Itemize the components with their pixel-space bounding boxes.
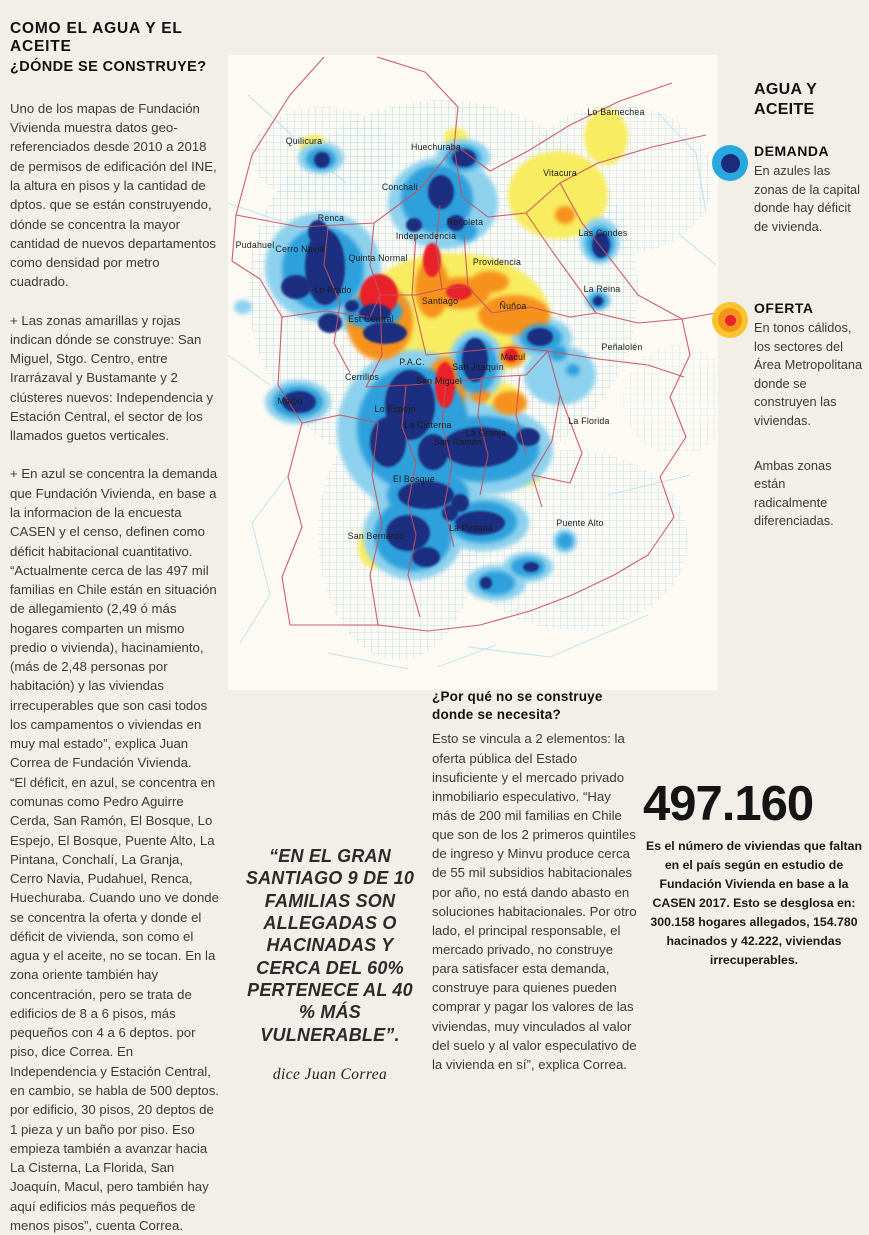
pull-quote bbox=[240, 845, 420, 1084]
map-label: San Joaquín bbox=[452, 362, 504, 372]
stat-number: 497.160 bbox=[643, 777, 814, 831]
map-label: Quinta Normal bbox=[348, 253, 408, 263]
body-paragraph: “El déficit, en azul, se concentra en comunas como Pedro Aguirre Cerda, San Ramón, El Bosque, Lo Espejo, El Bosque, Puente Alto, La Pintana, Conchalí, La Granja, Cerro Navia, Pudahuel, Renca, Huechuraba. Cuando uno ve donde se concentra la oferta y donde el déficit de vivienda, son como el agua y el aceite, no se tocan. En la zona oriente también hay concentración, pero se trata de edificios de 8 a 6 pisos, más pequeños con 4 a 6 deptos. por piso, dice Correa. En Independencia y Estación Central, en cambio, se habla de 500 deptos. por edificio, 30 pisos, 20 deptos de 1 pieza y un baño por piso. Eso empieza también a avanzar hacia La Cisterna, La Florida, San Joaquín, Macul, pero también hay aquí edificios más pequeños de menos pisos”, cuenta Correa. bbox=[10, 774, 219, 1233]
map-label: Lo Prado bbox=[314, 285, 352, 295]
supply-description: En tonos cálidos, los sectores del Área Metropolitana donde se construyen las viviendas. bbox=[754, 320, 863, 428]
map-label: Santiago bbox=[421, 296, 459, 306]
supply-text-block bbox=[754, 300, 864, 430]
article-subtitle: ¿DÓNDE SE CONSTRUYE? bbox=[10, 58, 207, 75]
legend-sidebar bbox=[712, 80, 864, 531]
legend-note: Ambas zonas están radicalmente diferenciadas. bbox=[754, 457, 834, 529]
why-column bbox=[432, 688, 639, 1074]
map-label: Providencia bbox=[472, 257, 522, 267]
map-label: La Reina bbox=[583, 284, 621, 294]
quote-attribution: dice Juan Correa bbox=[272, 1065, 388, 1083]
legend-supply bbox=[712, 300, 864, 430]
map-label: Maipú bbox=[277, 396, 303, 406]
quote-text: “EN EL GRAN SANTIAGO 9 DE 10 FAMILIAS SON ALLEGADAS O HACINADAS Y CERCA DEL 60% PERTENECE AL 40 % MÁS VULNERABLE”. bbox=[245, 846, 415, 1045]
map-label: Renca bbox=[317, 213, 345, 223]
map-label: La Florida bbox=[568, 416, 610, 426]
demand-text-block bbox=[754, 143, 864, 236]
legend-demand bbox=[712, 143, 864, 236]
body-paragraph: Uno de los mapas de Fundación Vivienda muestra datos geo-referenciados desde 2010 a 2018 de permisos de edificación del INE, la altura en pisos y la cantidad de dptos. que se están construyendo, dónde se concentra la mayor cantidad de nuevos departamentos como densidad por metro cuadrado. bbox=[10, 100, 217, 290]
map-label: La Granja bbox=[465, 428, 507, 438]
demand-description: En azules las zonas de la capital donde hay déficit de vivienda. bbox=[754, 163, 860, 234]
why-heading: ¿Por qué no se construye donde se necesita? bbox=[432, 689, 603, 723]
map-label: La Pintana bbox=[448, 523, 494, 533]
map-label: P.A.C. bbox=[399, 357, 425, 367]
stat-caption: Es el número de viviendas que faltan en el país según en estudio de Fundación Vivienda en base a la CASEN 2017. Esto se desglosa en: 300.158 hogares allegados, 154.780 hacinados y 42.222, viviendas irrecuperables. bbox=[646, 839, 862, 968]
map-label: Recoleta bbox=[446, 217, 484, 227]
body-paragraph: + Las zonas amarillas y rojas indican dónde se construye: San Miguel, Stgo. Centro, entre Irarrázaval y Bustamante y 2 clústeres nuevos: Independencia y Estación Central, el sector de los llamados guetos verticales. bbox=[10, 312, 214, 444]
map-label: Independencia bbox=[395, 231, 457, 241]
commune-labels bbox=[228, 55, 718, 690]
map-label: Cerro Navia bbox=[275, 244, 325, 254]
why-body: Esto se vincula a 2 elementos: la oferta pública del Estado insuficiente y el mercado privado inmobiliario especulativo. “Hay más de 200 mil familias en Chile que son de los 2 primeros quintiles de ingreso y Minvu produce cerca de 55 mil subsidios habitacionales por año, no está dando abasto en soluciones habitacionales. Por otro lado, el principal responsable, el mercado privado, no construye para satisfacer esta demanda, construye para quienes pueden comprar y pagar los valores de las viviendas, muy vinculados al valor del suelo y al valor especulativo de la vivienda en sí”, explica Correa. bbox=[432, 731, 637, 1072]
left-column bbox=[10, 20, 219, 1235]
map-label: Lo Barnechea bbox=[587, 107, 645, 117]
supply-label: OFERTA bbox=[754, 300, 814, 317]
map-label: El Bosque bbox=[393, 474, 435, 484]
legend-title: AGUA Y ACEITE bbox=[754, 81, 817, 118]
map-label: Quilicura bbox=[285, 136, 323, 146]
map-label: La Cisterna bbox=[404, 420, 452, 430]
map-label: Peñalolén bbox=[601, 342, 643, 352]
map-label: Lo Espejo bbox=[374, 404, 416, 414]
map-label: Las Condes bbox=[578, 228, 628, 238]
map-label: San Ramón bbox=[433, 437, 483, 447]
body-paragraph: + En azul se concentra la demanda que Fundación Vivienda, en base a la informacion de la encuesta CASEN y el censo, definen como déficit habitacional cuantitativo. “Actualmente cerca de las 497 mil familias en Chile están en situación de allegamiento (2,49 ó más hogares comparten un mismo predio o vivienda), hacinamiento, (más de 2,48 personas por habitación) y las viviendas irrecuperables que son casi todos los campamentos o viviendas en muy mal estado”, explica Juan Correa de Fundación Vivienda. bbox=[10, 466, 218, 771]
map-label: Est Central bbox=[348, 314, 394, 324]
article-title: COMO EL AGUA Y EL ACEITE bbox=[10, 20, 183, 56]
map-label: Puente Alto bbox=[556, 518, 604, 528]
map-label: Conchalí bbox=[381, 182, 419, 192]
map-label: Huechuraba bbox=[411, 142, 461, 152]
map-label: Macul bbox=[500, 352, 526, 362]
demand-circle-icon bbox=[712, 143, 754, 181]
supply-circle-icon bbox=[712, 300, 754, 338]
santiago-density-map bbox=[228, 55, 718, 690]
stat-block bbox=[643, 777, 865, 970]
map-label: Pudahuel bbox=[235, 240, 275, 250]
map-label: San Miguel bbox=[415, 376, 463, 386]
demand-label: DEMANDA bbox=[754, 143, 830, 160]
map-label: San Bernardo bbox=[347, 531, 405, 541]
map-label: Cerrillos bbox=[344, 372, 380, 382]
map-label: Vitacura bbox=[543, 168, 577, 178]
map-label: Ñuñoa bbox=[499, 301, 527, 311]
